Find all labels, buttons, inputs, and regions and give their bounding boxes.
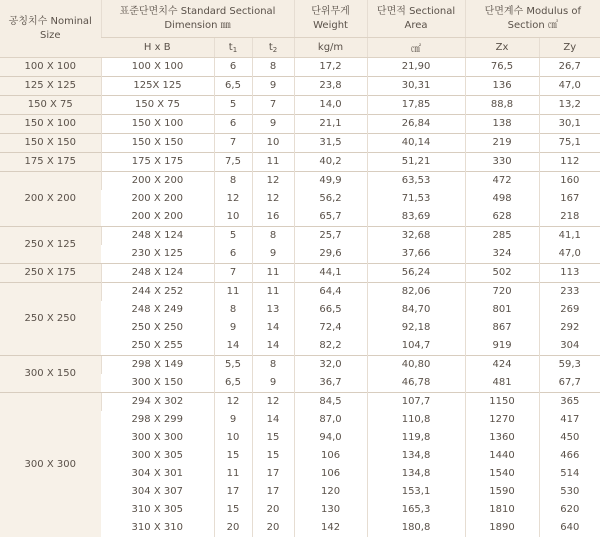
weight-cell: 25,7: [294, 227, 367, 246]
zx-cell: 138: [465, 115, 539, 134]
zy-cell: 47,0: [539, 245, 600, 264]
table-row: [0, 58, 600, 77]
t1-cell: 10: [214, 429, 252, 447]
hxb-cell: 150 X 100: [101, 115, 214, 134]
t1-cell: 7,5: [214, 153, 252, 172]
area-cell: 82,06: [367, 283, 465, 302]
weight-cell: 23,8: [294, 77, 367, 96]
t2-cell: 14: [252, 319, 294, 337]
nominal-size-cell: 200 X 200: [0, 172, 101, 227]
zx-cell: 1810: [465, 501, 539, 519]
hxb-cell: 200 X 200: [101, 172, 214, 191]
hxb-cell: 300 X 300: [131, 432, 183, 443]
header-modulus-of-section: 단면계수 Modulus of Section ㎤: [465, 0, 600, 38]
t1-cell: 6: [214, 245, 252, 264]
zy-cell: 75,1: [539, 134, 600, 153]
table-row: [0, 153, 600, 172]
t2-cell: 14: [252, 411, 294, 429]
zy-cell: 530: [539, 483, 600, 501]
hxb-cell: 248 X 249: [131, 304, 183, 315]
table-row: [0, 264, 600, 283]
zy-cell: 112: [539, 153, 600, 172]
area-cell: 37,66: [367, 245, 465, 264]
area-cell: 46,78: [367, 374, 465, 393]
hxb-cell: 230 X 125: [131, 248, 183, 259]
t1-cell: 15: [214, 501, 252, 519]
t2-cell: 11: [252, 264, 294, 283]
table-body: [0, 58, 600, 538]
t2-cell: 9: [252, 77, 294, 96]
t1-cell: 6,5: [214, 374, 252, 393]
zy-cell: 304: [539, 337, 600, 356]
area-cell: 134,8: [367, 447, 465, 465]
t1-cell: 12: [214, 393, 252, 412]
hxb-cell: 298 X 299: [131, 414, 183, 425]
area-cell: 17,85: [367, 96, 465, 115]
zx-cell: 285: [465, 227, 539, 246]
weight-cell: 36,7: [294, 374, 367, 393]
header-t1-sub: 1: [232, 46, 238, 54]
t2-cell: 9: [252, 245, 294, 264]
weight-cell: 142: [294, 519, 367, 537]
nominal-size-cell: 175 X 175: [0, 153, 101, 172]
hxb-cell: 175 X 175: [101, 153, 214, 172]
area-cell: 40,14: [367, 134, 465, 153]
zx-cell: 88,8: [465, 96, 539, 115]
t1-cell: 6: [214, 115, 252, 134]
zy-cell: 113: [539, 264, 600, 283]
weight-cell: 106: [294, 447, 367, 465]
header-zx: Zx: [465, 38, 539, 58]
table-row: [0, 227, 600, 246]
area-cell: 63,53: [367, 172, 465, 191]
zy-cell: 41,1: [539, 227, 600, 246]
area-cell: 51,21: [367, 153, 465, 172]
t2-cell: 9: [252, 115, 294, 134]
nominal-size-cell: 250 X 175: [0, 264, 101, 283]
hxb-cell: 300 X 150: [131, 377, 183, 388]
zy-cell: 620: [539, 501, 600, 519]
header-t1-label: t: [228, 42, 233, 53]
header-sectional-area: 단면적 Sectional Area: [367, 0, 465, 38]
t2-cell: 11: [252, 283, 294, 302]
nominal-size-cell: 250 X 125: [0, 227, 101, 264]
area-cell: 119,8: [367, 429, 465, 447]
hxb-cell: 244 X 252: [101, 283, 214, 302]
zx-cell: 136: [465, 77, 539, 96]
weight-cell: 49,9: [294, 172, 367, 191]
weight-cell: 32,0: [294, 356, 367, 375]
area-cell: 30,31: [367, 77, 465, 96]
zy-cell: 466: [539, 447, 600, 465]
zy-cell: 417: [539, 411, 600, 429]
area-cell: 107,7: [367, 393, 465, 412]
weight-cell: 72,4: [294, 319, 367, 337]
t2-cell: 8: [252, 227, 294, 246]
t1-cell: 6: [214, 58, 252, 77]
nominal-size-cell: 300 X 300: [0, 393, 101, 538]
area-cell: 83,69: [367, 208, 465, 227]
t1-cell: 15: [214, 447, 252, 465]
header-t1: [214, 38, 252, 58]
t2-cell: 15: [252, 447, 294, 465]
header-weight: 단위무게 Weight: [294, 0, 367, 38]
zy-cell: 30,1: [539, 115, 600, 134]
area-cell: 84,70: [367, 301, 465, 319]
nominal-size-cell: 250 X 250: [0, 283, 101, 356]
zy-cell: 160: [539, 172, 600, 191]
zx-cell: 324: [465, 245, 539, 264]
table-row: [0, 356, 600, 375]
t2-cell: 17: [252, 465, 294, 483]
zy-cell: 59,3: [539, 356, 600, 375]
t1-cell: 7: [214, 264, 252, 283]
hxb-cell: 300 X 305: [131, 450, 183, 461]
zy-cell: 47,0: [539, 77, 600, 96]
area-cell: 180,8: [367, 519, 465, 537]
zx-cell: 1440: [465, 447, 539, 465]
hxb-cell: 298 X 149: [101, 356, 214, 375]
t1-cell: 10: [214, 208, 252, 227]
area-cell: 92,18: [367, 319, 465, 337]
t1-cell: 11: [214, 283, 252, 302]
zx-cell: 330: [465, 153, 539, 172]
header-hxb: H x B: [101, 38, 214, 58]
zy-cell: 514: [539, 465, 600, 483]
zy-cell: 233: [539, 283, 600, 302]
table-header: [0, 0, 600, 58]
t1-cell: 6,5: [214, 77, 252, 96]
t2-cell: 8: [252, 356, 294, 375]
table-row: [0, 96, 600, 115]
t2-cell: 16: [252, 208, 294, 227]
t1-cell: 9: [214, 411, 252, 429]
t2-cell: 11: [252, 153, 294, 172]
header-area-unit: ㎠: [367, 38, 465, 58]
zy-cell: 269: [539, 301, 600, 319]
hxb-cell: 294 X 302: [101, 393, 214, 412]
t2-cell: 12: [252, 190, 294, 208]
zy-cell: 13,2: [539, 96, 600, 115]
area-cell: 21,90: [367, 58, 465, 77]
hxb-cell: 250 X 250: [131, 322, 183, 333]
area-cell: 104,7: [367, 337, 465, 356]
area-cell: 56,24: [367, 264, 465, 283]
nominal-size-cell: 100 X 100: [0, 58, 101, 77]
weight-cell: 31,5: [294, 134, 367, 153]
weight-cell: 106: [294, 465, 367, 483]
hxb-cell: 248 X 124: [101, 264, 214, 283]
table-row: [0, 393, 600, 412]
zx-cell: 628: [465, 208, 539, 227]
header-t2-label: t: [268, 42, 273, 53]
header-standard-dimension: 표준단면치수 Standard Sectional Dimension ㎜: [101, 0, 294, 38]
area-cell: 153,1: [367, 483, 465, 501]
zx-cell: 76,5: [465, 58, 539, 77]
t2-cell: 8: [252, 58, 294, 77]
header-t2: [252, 38, 294, 58]
weight-cell: 120: [294, 483, 367, 501]
t2-cell: 20: [252, 519, 294, 537]
t1-cell: 5: [214, 227, 252, 246]
zy-cell: 218: [539, 208, 600, 227]
t1-cell: 8: [214, 301, 252, 319]
zx-cell: 498: [465, 190, 539, 208]
area-cell: 165,3: [367, 501, 465, 519]
hxb-cell: 150 X 150: [101, 134, 214, 153]
hxb-cell: 100 X 100: [101, 58, 214, 77]
t1-cell: 11: [214, 465, 252, 483]
weight-cell: 87,0: [294, 411, 367, 429]
weight-cell: 130: [294, 501, 367, 519]
nominal-size-cell: 150 X 150: [0, 134, 101, 153]
t2-cell: 10: [252, 134, 294, 153]
zx-cell: 720: [465, 283, 539, 302]
t2-cell: 12: [252, 172, 294, 191]
t2-cell: 20: [252, 501, 294, 519]
header-zy: Zy: [539, 38, 600, 58]
t2-cell: 9: [252, 374, 294, 393]
hxb-cell: 304 X 307: [131, 486, 183, 497]
t1-cell: 17: [214, 483, 252, 501]
t1-cell: 8: [214, 172, 252, 191]
weight-cell: 84,5: [294, 393, 367, 412]
t1-cell: 5: [214, 96, 252, 115]
zx-cell: 424: [465, 356, 539, 375]
header-nominal-size: 공칭치수 Nominal Size: [0, 0, 101, 58]
nominal-size-cell: 150 X 75: [0, 96, 101, 115]
zx-cell: 502: [465, 264, 539, 283]
zy-cell: 167: [539, 190, 600, 208]
zx-cell: 867: [465, 319, 539, 337]
zx-cell: 219: [465, 134, 539, 153]
header-t2-sub: 2: [272, 46, 278, 54]
zx-cell: 1890: [465, 519, 539, 537]
zx-cell: 1360: [465, 429, 539, 447]
weight-cell: 82,2: [294, 337, 367, 356]
zx-cell: 1590: [465, 483, 539, 501]
table-row: [0, 283, 600, 302]
area-cell: 40,80: [367, 356, 465, 375]
t1-cell: 9: [214, 319, 252, 337]
weight-cell: 64,4: [294, 283, 367, 302]
zx-cell: 481: [465, 374, 539, 393]
hxb-cell: 150 X 75: [101, 96, 214, 115]
zy-cell: 640: [539, 519, 600, 537]
hxb-cell: 250 X 255: [131, 340, 183, 351]
area-cell: 71,53: [367, 190, 465, 208]
hxb-cell: 200 X 200: [131, 193, 183, 204]
zx-cell: 472: [465, 172, 539, 191]
weight-cell: 56,2: [294, 190, 367, 208]
area-cell: 32,68: [367, 227, 465, 246]
hxb-cell: 125X 125: [101, 77, 214, 96]
zy-cell: 450: [539, 429, 600, 447]
weight-cell: 94,0: [294, 429, 367, 447]
nominal-size-cell: 300 X 150: [0, 356, 101, 393]
weight-cell: 17,2: [294, 58, 367, 77]
t1-cell: 14: [214, 337, 252, 356]
t2-cell: 13: [252, 301, 294, 319]
t2-cell: 12: [252, 393, 294, 412]
table-row: [0, 134, 600, 153]
area-cell: 110,8: [367, 411, 465, 429]
zx-cell: 1150: [465, 393, 539, 412]
t2-cell: 17: [252, 483, 294, 501]
weight-cell: 66,5: [294, 301, 367, 319]
zx-cell: 919: [465, 337, 539, 356]
hxb-cell: 310 X 310: [131, 522, 183, 533]
weight-cell: 65,7: [294, 208, 367, 227]
t1-cell: 7: [214, 134, 252, 153]
area-cell: 134,8: [367, 465, 465, 483]
t2-cell: 7: [252, 96, 294, 115]
hxb-cell: 310 X 305: [131, 504, 183, 515]
zy-cell: 292: [539, 319, 600, 337]
table-row: [0, 172, 600, 191]
header-weight-unit: kg/m: [294, 38, 367, 58]
zy-cell: 67,7: [539, 374, 600, 393]
t1-cell: 20: [214, 519, 252, 537]
hxb-cell: 304 X 301: [131, 468, 183, 479]
zy-cell: 365: [539, 393, 600, 412]
t2-cell: 14: [252, 337, 294, 356]
t2-cell: 15: [252, 429, 294, 447]
nominal-size-cell: 125 X 125: [0, 77, 101, 96]
table-row: [0, 77, 600, 96]
zx-cell: 1540: [465, 465, 539, 483]
weight-cell: 14,0: [294, 96, 367, 115]
zx-cell: 801: [465, 301, 539, 319]
weight-cell: 40,2: [294, 153, 367, 172]
weight-cell: 44,1: [294, 264, 367, 283]
weight-cell: 29,6: [294, 245, 367, 264]
table-row: [0, 115, 600, 134]
hxb-cell: 200 X 200: [131, 211, 183, 222]
area-cell: 26,84: [367, 115, 465, 134]
t1-cell: 12: [214, 190, 252, 208]
zy-cell: 26,7: [539, 58, 600, 77]
weight-cell: 21,1: [294, 115, 367, 134]
zx-cell: 1270: [465, 411, 539, 429]
nominal-size-cell: 150 X 100: [0, 115, 101, 134]
t1-cell: 5,5: [214, 356, 252, 375]
hxb-cell: 248 X 124: [101, 227, 214, 246]
